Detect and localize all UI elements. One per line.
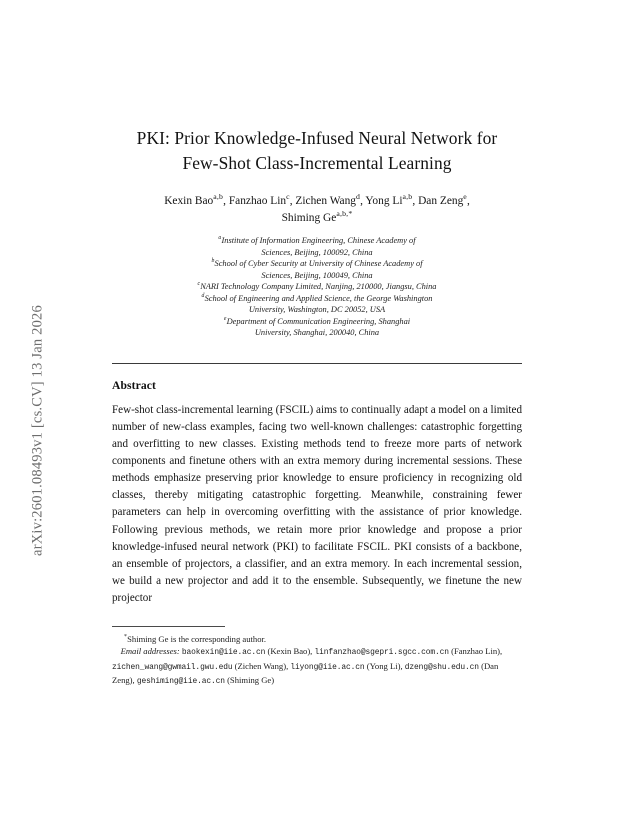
author-affiliation-marker: a,b [402,192,413,202]
footnote-rule [112,626,225,627]
affiliation-text: NARI Technology Company Limited, Nanjing, 210000, Jiangsu, China [200,282,437,291]
affiliation-text: School of Cyber Security at University of Chinese Academy of [214,259,423,268]
affiliation-text: Sciences, Beijing, 100092, China [261,247,373,257]
affiliation-text: Sciences, Beijing, 100049, China [261,270,373,280]
author-name: Kexin Bao [164,195,214,207]
author-affiliation-marker: d [355,192,361,202]
email-address[interactable]: dzeng@shu.edu.cn [404,662,479,672]
author-separator: , [289,195,296,207]
author-name: Shiming Ge [281,211,337,224]
arxiv-identifier-text: arXiv:2601.08493v1 [cs.CV] 13 Jan 2026 [29,305,46,556]
abstract-paragraph: Few-shot class-incremental learning (FSCIL) aims to continually adapt a model on a limited number of new-class examples, facing two well-known challenges: catastrophic forgetting and overfitting to new classes. Existing methods tend to freeze more parts of network components and finetune others with an extra memory during incremental sessions. These methods emphasize preserving prior knowledge to ensure proficiency in recognizing old classes, thereby mitigating catastrophic forgetting. Meanwhile, constraining fewer parameters can help in overcoming overfitting with the assistance of prior knowledge. Following previous methods, we retain more prior knowledge and propose a prior knowledge-infused neural network (PKI) to facilitate FSCIL. PKI consists of a backbone, an ensemble of projectors, a classifier, and an extra memory. In each incremental session, we build a new projector and add it to the ensemble. Subsequently, we finetune the new projector [112,403,522,605]
author-separator: , [412,195,419,207]
affiliation-line [112,327,522,339]
author-line-2 [112,210,522,227]
abstract-top-rule [112,363,522,364]
affiliation-marker: a [218,235,222,242]
email-owner-name: (Kexin Bao), [267,646,313,657]
email-address[interactable]: linfanzhao@sgepri.sgcc.com.cn [314,648,449,658]
email-owner-name: (Yong Li), [366,660,403,671]
affiliation-text: Institute of Information Engineering, Chinese Academy of [221,236,416,245]
author-separator: , [466,195,470,207]
author-separator: , [360,195,366,207]
affiliation-text: University, Shanghai, 200040, China [254,328,380,337]
paper-content-column [112,0,522,607]
affiliation-marker: b [211,258,215,265]
author-line-1 [112,193,522,210]
author-name: Dan Zeng [418,195,464,207]
email-owner-name: (Fanzhao Lin), [451,646,503,657]
footnote-corresponding-text: Shiming Ge is the corresponding author. [127,634,267,644]
email-address[interactable]: zichen_wang@gwmail.gwu.edu [112,662,233,672]
affiliation-marker: c [197,281,201,288]
footnote-block [112,626,522,689]
author-separator: , [223,195,229,207]
author-name: Zichen Wang [295,195,356,207]
author-affiliation-marker: a,b [213,192,224,202]
email-owner-name: (Zichen Wang), [234,660,289,671]
footnote-asterisk-marker: * [124,634,128,641]
affiliation-marker: d [201,292,205,299]
email-address[interactable]: liyong@iie.ac.cn [290,662,365,672]
email-owner-name: (Shiming Ge) [227,675,275,686]
page-title [112,126,522,176]
affiliation-line [112,316,522,328]
affiliation-marker: e [223,315,227,322]
author-affiliation-marker: c [286,192,290,202]
affiliation-line [112,247,522,259]
footnote-email-addresses [112,645,522,689]
email-addresses-label: Email addresses: [120,646,180,657]
affiliation-line [112,258,522,270]
affiliation-line [112,235,522,247]
affiliation-text: University, Washington, DC 20052, USA [248,305,386,314]
email-address[interactable]: baokexin@iie.ac.cn [181,648,266,658]
arxiv-stamp [0,0,60,828]
email-owner-name: (Dan Zeng), [112,660,499,686]
author-affiliation-marker: e [463,192,467,202]
affiliation-line [112,293,522,305]
title-line-2: Few-Shot Class-Incremental Learning [182,153,452,173]
affiliation-line [112,281,522,293]
abstract-heading: Abstract [112,378,156,392]
affiliation-list [112,235,522,339]
abstract-body [112,402,522,608]
affiliation-line [112,304,522,316]
title-line-1: PKI: Prior Knowledge-Infused Neural Network for [136,128,498,148]
affiliation-text: Department of Communication Engineering, Shanghai [226,316,411,326]
author-list [112,193,522,226]
footnote-corresponding-author [112,633,522,645]
author-name: Fanzhao Lin [228,195,287,207]
affiliation-line [112,270,522,282]
affiliation-text: School of Engineering and Applied Science, the George Washington [204,293,433,303]
email-address[interactable]: geshiming@iie.ac.cn [136,677,225,687]
author-affiliation-marker: a,b,* [336,208,353,218]
author-name: Yong Li [365,195,403,207]
